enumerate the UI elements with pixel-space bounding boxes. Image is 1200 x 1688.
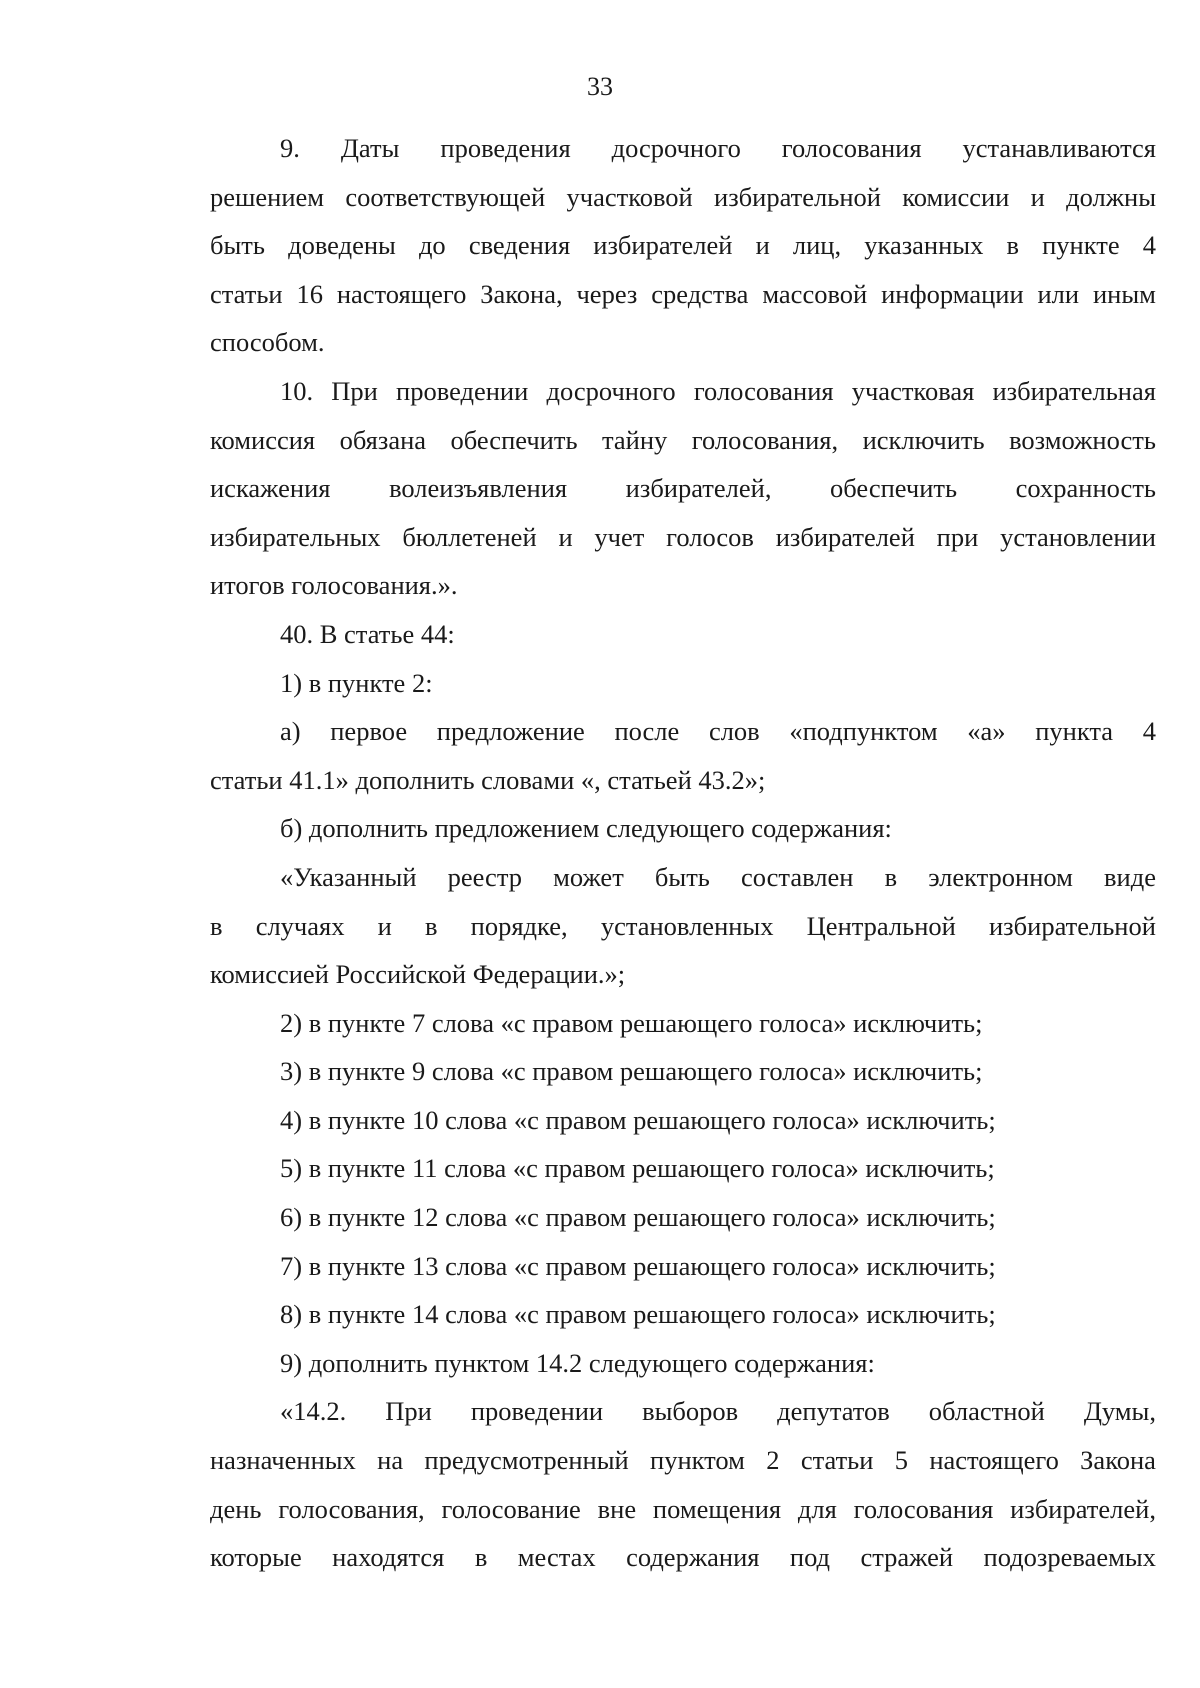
word: проведении xyxy=(470,1396,604,1427)
text-line: комиссией Российской Федерации.»; xyxy=(210,959,626,990)
word: информации xyxy=(881,278,1024,309)
word: в xyxy=(424,910,438,941)
word: пунктом xyxy=(650,1445,745,1476)
word: избирательная xyxy=(992,375,1156,406)
word: областной xyxy=(928,1396,1045,1427)
word: досрочного xyxy=(546,375,676,406)
text-line: 2) в пункте 7 слова «с правом решающего голоса» исключить; xyxy=(280,1007,983,1038)
text-line xyxy=(210,221,1156,270)
text-line: 9) дополнить пунктом 14.2 следующего содержания: xyxy=(280,1347,875,1378)
word: искажения xyxy=(210,473,331,504)
word: возможность xyxy=(1009,424,1156,455)
text-line xyxy=(210,173,1156,222)
text-line xyxy=(210,1485,1156,1534)
word: и xyxy=(377,910,392,941)
word: решением xyxy=(210,181,325,212)
word: избирателей xyxy=(593,230,733,261)
word: предусмотренный xyxy=(424,1445,629,1476)
word: обеспечить xyxy=(830,473,958,504)
word: сведения xyxy=(468,230,571,261)
page-number: 33 xyxy=(587,72,613,101)
word: голосования xyxy=(781,133,922,163)
word: случаях xyxy=(255,910,345,941)
word: исключить xyxy=(862,424,985,455)
text-line: 3) в пункте 9 слова «с правом решающего голоса» исключить; xyxy=(280,1056,983,1087)
word: избирателей, xyxy=(1010,1493,1156,1524)
text-line xyxy=(210,1533,1156,1582)
word: голосование xyxy=(441,1493,581,1524)
word: до xyxy=(418,230,446,261)
word: в xyxy=(884,861,898,892)
word: массовой xyxy=(762,278,868,309)
word: и xyxy=(755,230,770,261)
word: установлении xyxy=(1000,521,1156,552)
word: статьи xyxy=(800,1445,874,1476)
word: в xyxy=(1006,230,1019,261)
word: обязана xyxy=(339,424,427,455)
word: голосов xyxy=(666,521,754,552)
word: участковая xyxy=(851,375,975,406)
word: которые xyxy=(210,1542,302,1573)
word: слов xyxy=(708,716,760,747)
text-line xyxy=(210,707,1156,756)
word: в xyxy=(474,1542,488,1573)
word: избирателей, xyxy=(625,473,772,504)
word: Центральной xyxy=(806,910,956,941)
word: голосования xyxy=(693,375,834,406)
word: содержания xyxy=(626,1542,760,1573)
word: Даты xyxy=(340,133,400,163)
text-line xyxy=(210,270,1156,319)
word: Закона xyxy=(1080,1445,1156,1476)
word: избирательной xyxy=(989,910,1156,941)
word: 4 xyxy=(1142,230,1156,261)
word: вне xyxy=(597,1493,637,1524)
word: назначенных xyxy=(210,1445,356,1476)
text-line xyxy=(210,416,1156,465)
text-line: итогов голосования.». xyxy=(210,570,458,601)
word: порядке, xyxy=(470,910,568,941)
word: 16 xyxy=(296,278,323,309)
text-line: 5) в пункте 11 слова «с правом решающего голоса» исключить; xyxy=(280,1153,995,1184)
word: стражей xyxy=(860,1542,954,1573)
text-line: 6) в пункте 12 слова «с правом решающего голоса» исключить; xyxy=(280,1202,996,1233)
word: учет xyxy=(594,521,645,552)
text-line: 7) в пункте 13 слова «с правом решающего голоса» исключить; xyxy=(280,1250,996,1281)
word: настоящего xyxy=(929,1445,1059,1476)
word: голосования, xyxy=(278,1493,425,1524)
word: участковой xyxy=(566,181,693,212)
word: лиц, xyxy=(792,230,842,261)
word: проведения xyxy=(440,133,571,163)
text-line xyxy=(210,1436,1156,1485)
word: под xyxy=(789,1542,831,1573)
word: избирательной xyxy=(714,181,881,212)
word: 2 xyxy=(766,1445,780,1476)
word: через xyxy=(576,278,638,309)
word: помещения xyxy=(652,1493,782,1524)
word: электронном xyxy=(928,861,1073,892)
word: средства xyxy=(651,278,749,309)
word: при xyxy=(936,521,979,552)
word: При xyxy=(331,375,378,406)
document-body xyxy=(210,124,1156,1582)
text-line xyxy=(210,367,1156,416)
word: 5 xyxy=(894,1445,908,1476)
word: установленных xyxy=(600,910,774,941)
text-line: статьи 41.1» дополнить словами «, статьей 43.2»; xyxy=(210,764,766,795)
word: пункта xyxy=(1035,716,1114,747)
word: и xyxy=(1030,181,1045,212)
word: быть xyxy=(210,230,265,261)
word: и xyxy=(558,521,573,552)
text-line: 8) в пункте 14 слова «с правом решающего голоса» исключить; xyxy=(280,1299,996,1330)
text-line xyxy=(210,464,1156,513)
word: соответствующей xyxy=(345,181,546,212)
word: избирательных xyxy=(210,521,381,552)
text-line: 4) в пункте 10 слова «с правом решающего голоса» исключить; xyxy=(280,1104,996,1135)
word: 4 xyxy=(1142,716,1156,747)
word: а) xyxy=(280,716,301,747)
word: бюллетеней xyxy=(402,521,537,552)
word: предложение xyxy=(436,716,585,747)
word: пункте xyxy=(1042,230,1120,261)
word: местах xyxy=(517,1542,596,1573)
word: При xyxy=(385,1396,432,1427)
word: депутатов xyxy=(777,1396,890,1427)
text-line xyxy=(210,513,1156,562)
word: устанавливаются xyxy=(962,133,1156,163)
word: «14.2. xyxy=(280,1396,347,1427)
word: голосования xyxy=(853,1493,994,1524)
word: первое xyxy=(330,716,408,747)
word: Думы, xyxy=(1083,1396,1156,1427)
text-line: 40. В статье 44: xyxy=(280,618,455,649)
word: голосования, xyxy=(691,424,839,455)
word: избирателей xyxy=(775,521,915,552)
text-line xyxy=(210,1387,1156,1436)
word: на xyxy=(377,1445,404,1476)
word: реестр xyxy=(447,861,522,892)
word: тайну xyxy=(602,424,668,455)
word: день xyxy=(210,1493,262,1524)
word: выборов xyxy=(642,1396,739,1427)
word: комиссии xyxy=(902,181,1010,212)
word: составлен xyxy=(741,861,854,892)
word: быть xyxy=(654,861,710,892)
word: доведены xyxy=(288,230,396,261)
word: Закона, xyxy=(480,278,563,309)
word: для xyxy=(797,1493,837,1524)
word: проведении xyxy=(396,375,529,406)
word: 10. xyxy=(280,375,314,406)
word: должны xyxy=(1066,181,1156,212)
word: виде xyxy=(1104,861,1156,892)
word: подозреваемых xyxy=(983,1542,1156,1573)
word: находятся xyxy=(332,1542,445,1573)
word: волеизъявления xyxy=(389,473,568,504)
word: настоящего xyxy=(336,278,467,309)
word: статьи xyxy=(210,278,283,309)
word: «а» xyxy=(967,716,1006,747)
text-line: 1) в пункте 2: xyxy=(280,667,433,698)
text-line: б) дополнить предложением следующего содержания: xyxy=(280,813,892,844)
word: досрочного xyxy=(611,133,741,163)
word: обеспечить xyxy=(450,424,578,455)
word: «Указанный xyxy=(280,861,417,892)
text-line: способом. xyxy=(210,327,325,358)
word: или xyxy=(1037,278,1080,309)
word: указанных xyxy=(864,230,984,261)
word: 9. xyxy=(280,133,300,163)
word: сохранность xyxy=(1015,473,1156,504)
word: может xyxy=(553,861,624,892)
text-line xyxy=(210,853,1156,902)
text-line xyxy=(210,124,1156,173)
text-line xyxy=(210,902,1156,951)
word: «подпунктом xyxy=(789,716,938,747)
word: иным xyxy=(1092,278,1156,309)
word: комиссия xyxy=(210,424,316,455)
word: в xyxy=(210,910,223,941)
word: после xyxy=(614,716,680,747)
